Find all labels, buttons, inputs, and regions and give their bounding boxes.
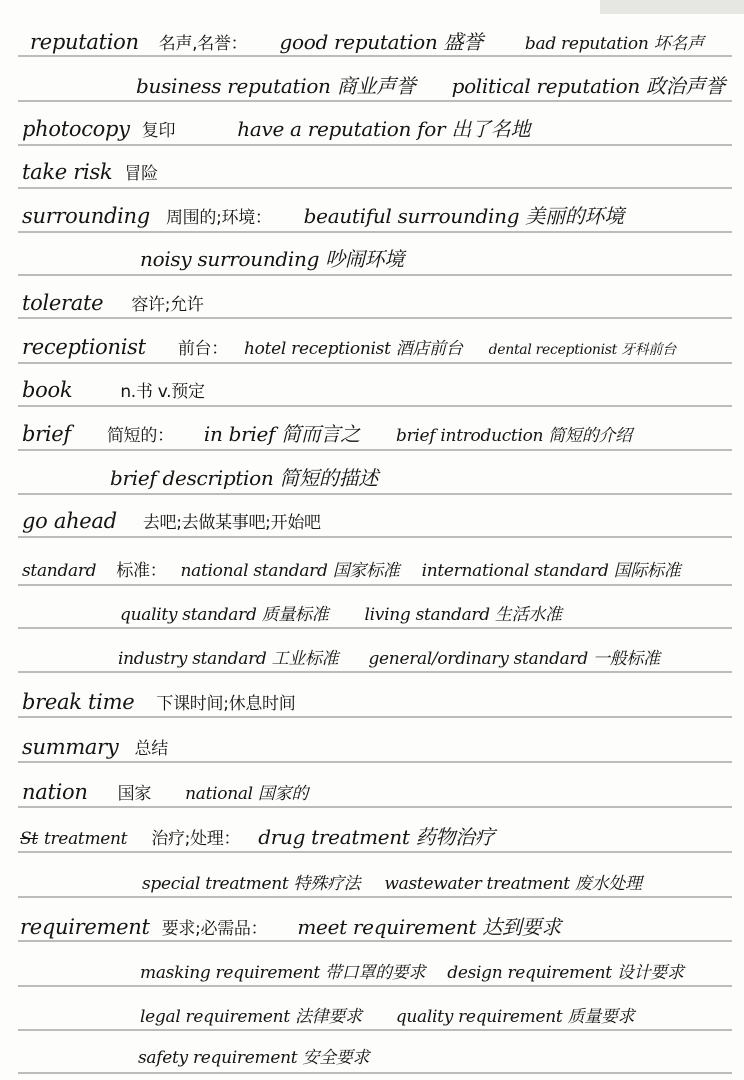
example: international standard 国际标准: [421, 561, 681, 581]
entry-line: [118, 636, 660, 678]
example: political reputation 政治声誉: [451, 74, 725, 98]
headword: photocopy: [22, 117, 130, 141]
example: industry standard 工业标准: [118, 649, 339, 669]
meaning: 下课时间;休息时间: [156, 694, 296, 714]
headword: summary: [22, 735, 119, 759]
example: hotel receptionist 酒店前台: [244, 339, 463, 359]
example: meet requirement 达到要求: [297, 915, 562, 939]
entry-line: [22, 151, 158, 193]
example: masking requirement 带口罩的要求: [140, 963, 426, 983]
meaning: 国家: [117, 784, 152, 804]
headword: brief: [22, 422, 71, 446]
example: design requirement 设计要求: [447, 963, 684, 983]
example: quality requirement 质量要求: [395, 1007, 635, 1027]
entry-line: [22, 681, 295, 723]
scan-edge: [600, 0, 744, 14]
example: business reputation 商业声誉: [136, 74, 416, 98]
entry-line: [138, 1035, 369, 1077]
entry-line: [22, 108, 530, 150]
headword: go ahead: [22, 509, 117, 533]
example: drug treatment 药物治疗: [258, 825, 495, 849]
example: bad reputation 坏名声: [524, 34, 704, 54]
example: safety requirement 安全要求: [138, 1048, 370, 1068]
entry-line: [140, 238, 404, 280]
entry-line: [22, 282, 204, 324]
entry-line: [20, 906, 561, 948]
crossed-out-word: St: [20, 829, 38, 849]
entry-line: [22, 548, 680, 590]
meaning: 去吧;去做某事吧;开始吧: [142, 513, 321, 533]
headword: tolerate: [22, 291, 104, 315]
example: quality standard 质量标准: [120, 605, 329, 625]
headword: treatment: [43, 829, 128, 849]
example: legal requirement 法律要求: [140, 1007, 362, 1027]
example: general/ordinary standard 一般标准: [368, 649, 660, 669]
meaning: 要求;必需品：: [161, 919, 268, 939]
example: dental receptionist 牙科前台: [488, 342, 676, 358]
meaning: 冒险: [124, 164, 158, 184]
meaning: 标准：: [116, 561, 167, 581]
example: national 国家的: [185, 784, 309, 804]
example: brief introduction 简短的介绍: [396, 426, 632, 446]
entry-line: [22, 413, 632, 455]
headword: requirement: [20, 915, 150, 939]
entry-line: [22, 500, 321, 542]
example: brief description 简短的描述: [110, 466, 379, 490]
entry-line: [136, 65, 725, 107]
example: good reputation 盛誉: [279, 30, 483, 54]
example: noisy surrounding 吵闹环境: [140, 247, 404, 271]
meaning: 周围的;环境：: [165, 208, 272, 228]
entry-line: [110, 457, 378, 499]
entry-line: [20, 816, 494, 858]
meaning: 治疗;处理：: [151, 829, 241, 849]
entry-line: [142, 861, 642, 903]
meaning: 总结: [134, 739, 168, 759]
entry-line: [120, 592, 562, 634]
example: in brief 简而言之: [203, 422, 360, 446]
entry-line: [140, 950, 684, 992]
headword: standard: [22, 561, 97, 581]
entry-line: [22, 326, 676, 368]
entry-line: [22, 369, 205, 411]
meaning: 简短的：: [106, 426, 174, 446]
meaning: n.书 v.预定: [120, 382, 205, 402]
example: beautiful surrounding 美丽的环境: [303, 204, 624, 228]
entry-line: [22, 726, 168, 768]
headword: nation: [22, 780, 88, 804]
entry-line: [30, 21, 704, 63]
meaning: 复印: [141, 121, 176, 141]
example: have a reputation for 出了名地: [237, 117, 531, 141]
headword: take risk: [22, 160, 113, 184]
entry-line: [140, 994, 634, 1036]
entry-line: [22, 771, 308, 813]
headword: book: [22, 378, 73, 402]
example: living standard 生活水准: [364, 605, 562, 625]
meaning: 名声,名誉：: [158, 34, 248, 54]
entry-line: [22, 195, 624, 237]
headword: reputation: [30, 30, 139, 54]
meaning: 前台：: [177, 339, 228, 359]
example: special treatment 特殊疗法: [142, 874, 361, 894]
example: wastewater treatment 废水处理: [384, 874, 642, 894]
example: national standard 国家标准: [180, 561, 400, 581]
headword: surrounding: [22, 204, 150, 228]
headword: receptionist: [22, 335, 146, 359]
headword: break time: [22, 690, 135, 714]
meaning: 容许;允许: [131, 295, 204, 315]
